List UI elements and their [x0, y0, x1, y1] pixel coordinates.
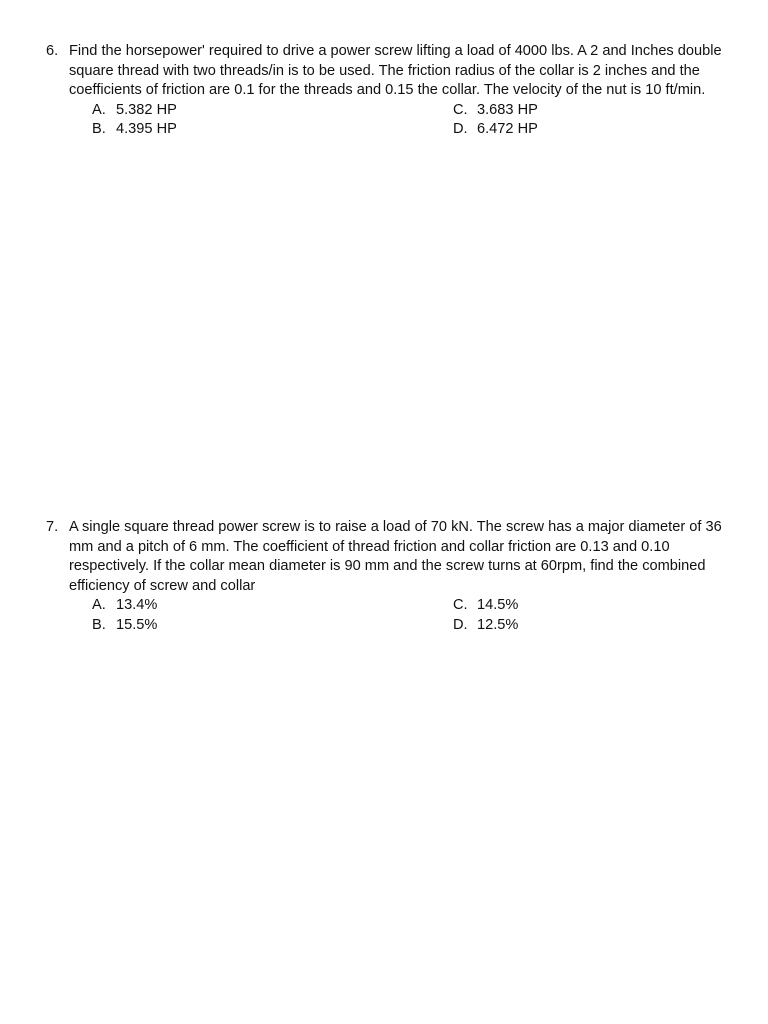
option-c[interactable]	[453, 596, 653, 616]
question-7	[46, 518, 726, 635]
answer-options	[92, 101, 726, 140]
question-text: A single square thread power screw is to raise a load of 70 kN. The screw has a major diameter of 36 mm and a pitch of 6 mm. The coefficient of thread friction and collar friction are 0.13 and 0.10 respectively. If the collar mean diameter is 90 mm and the screw turns at 60rpm, find the combined efficiency of screw and collar	[69, 519, 722, 594]
option-letter: D.	[453, 121, 468, 137]
option-letter: B.	[92, 121, 106, 137]
option-d[interactable]	[453, 616, 653, 636]
option-letter: C.	[453, 101, 468, 118]
option-letter: D.	[453, 616, 468, 633]
question-7-stem	[46, 518, 726, 596]
option-a[interactable]	[92, 101, 453, 121]
question-text: Find the horsepower' required to drive a power screw lifting a load of 4000 lbs. A 2 and Inches double square thread with two threads/in is to be used. The friction radius of the collar is 2 inches and the coefficients of friction are 0.1 for the threads and 0.15 the collar. The velocity of the nut is 10 ft/min.	[69, 43, 722, 98]
question-6-stem	[46, 42, 726, 101]
option-letter: C.	[453, 597, 468, 613]
option-value: 12.5%	[477, 616, 519, 633]
option-letter: A.	[92, 101, 106, 118]
option-d[interactable]	[453, 120, 653, 140]
option-value: 3.683 HP	[477, 101, 538, 118]
option-value: 15.5%	[116, 616, 158, 633]
option-value: 6.472 HP	[477, 121, 538, 137]
option-value: 5.382 HP	[116, 101, 177, 118]
option-value: 13.4%	[116, 597, 158, 613]
option-value: 4.395 HP	[116, 121, 177, 137]
option-b[interactable]	[92, 120, 453, 140]
option-a[interactable]	[92, 596, 453, 616]
question-number: 7.	[46, 519, 59, 535]
option-letter: A.	[92, 597, 106, 613]
option-value: 14.5%	[477, 597, 519, 613]
question-6	[46, 42, 726, 140]
option-b[interactable]	[92, 616, 453, 636]
option-letter: B.	[92, 616, 106, 633]
answer-options	[92, 596, 726, 635]
question-number: 6.	[46, 43, 59, 59]
option-c[interactable]	[453, 101, 653, 121]
